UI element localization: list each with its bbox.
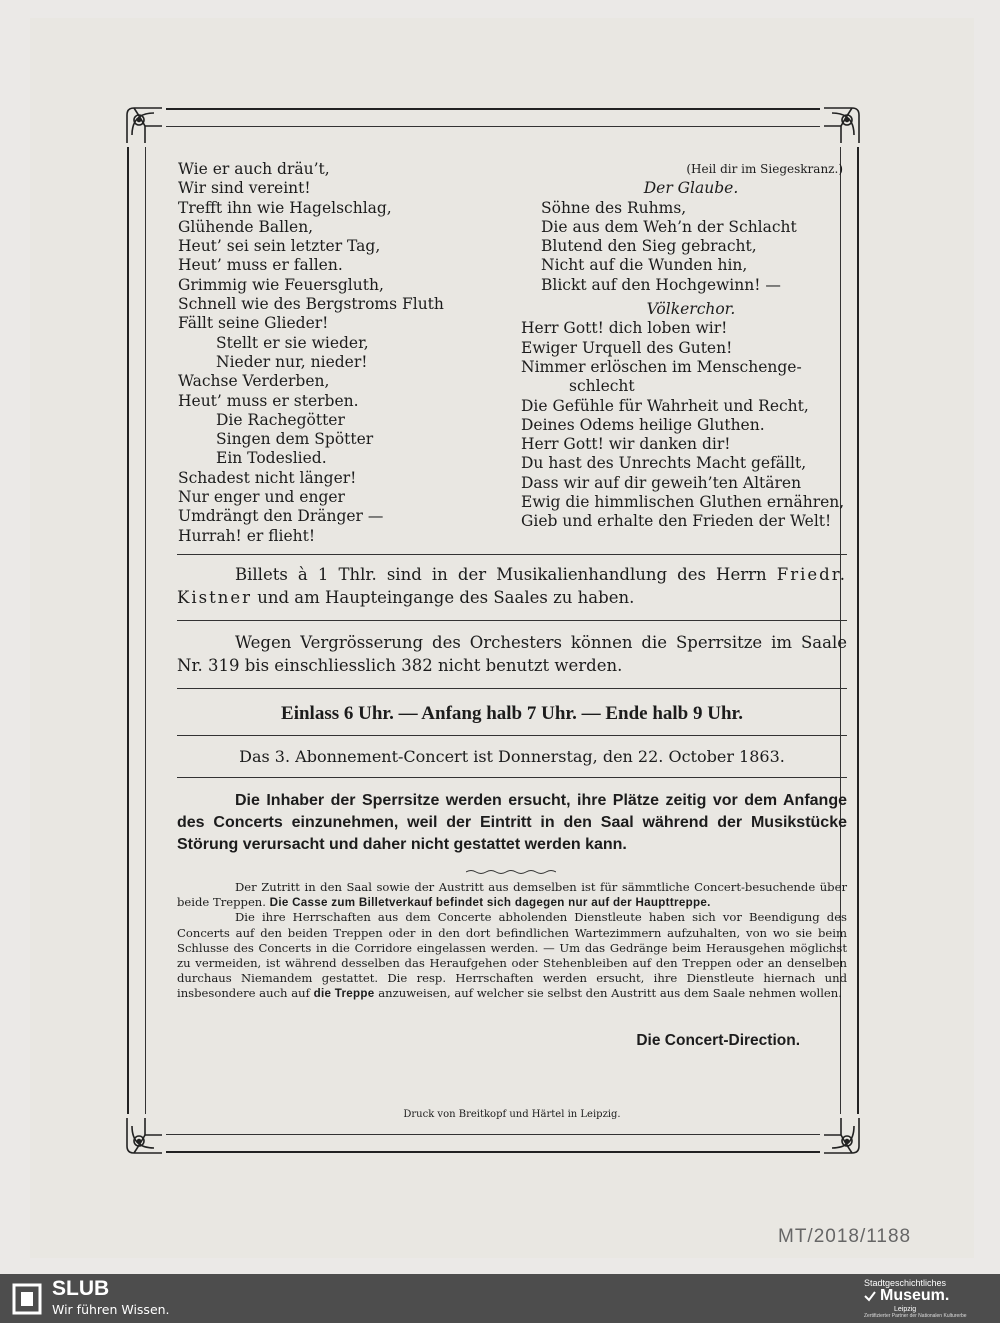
- divider: [177, 620, 847, 621]
- poem-line: Herr Gott! wir danken dir!: [521, 435, 731, 454]
- stanza-voelkerchor-rest: [521, 397, 851, 532]
- poem-line: Die aus dem Weh’n der Schlacht: [541, 217, 797, 236]
- corner-ornament: [122, 1114, 166, 1158]
- printer-imprint: Druck von Breitkopf und Härtel in Leipzig.: [403, 1109, 621, 1120]
- divider: [177, 688, 847, 689]
- small-print-text: Die ihre Herrschaften aus dem Concerte abholenden Dienstleute haben sich vor Beendigung des Concerts auf den beiden Treppen oder in den dort befindlichen Wartezimmern aufzuhalten, von wo sie beim Schlusse des Concerts in die Corridore eingelassen werden. — Um das Gedränge beim Herausgehen möglichst zu vermeiden, ist während desselben das Heraufgehen oder Stehenbleiben auf den Treppen oder an denselben durchaus Niemandem gestattet. Die resp. Herrschaften werden ersucht, ihre Dienstleute hiernach und insbesondere auch auf: [177, 910, 847, 1001]
- seat-notice: Die Inhaber der Sperrsitze werden ersucht, ihre Plätze zeitig vor dem Anfange des Concerts einzunehmen, weil der Eintritt in den Saal während der Musikstücke Störung verursacht und daher nicht gestattet werden kann.: [177, 792, 847, 853]
- archive-number: MT/2018/1188: [778, 1226, 912, 1247]
- poem-line: Nieder nur, nieder!: [216, 352, 368, 371]
- small-print-bold: Die Casse zum Billetverkauf befindet sich dagegen nur auf der Haupttreppe.: [269, 896, 711, 910]
- poem-line: Grimmig wie Feuersgluth,: [178, 275, 384, 294]
- poem-line: Fällt seine Glieder!: [178, 314, 329, 333]
- signature: Die Concert-Direction.: [636, 1032, 800, 1049]
- corner-ornament: [820, 1114, 864, 1158]
- library-name[interactable]: SLUB: [52, 1277, 110, 1300]
- ticket-text-end: und am Haupteingange des Saales zu haben.: [257, 588, 635, 607]
- poem-line: Du hast des Unrechts Macht gefällt,: [521, 454, 807, 473]
- ticket-text: Billets à 1 Thlr. sind in der Musikalienhandlung des Herrn: [235, 565, 767, 584]
- ticket-vendor: Friedr. Kistner: [177, 565, 848, 607]
- museum-line-2: Museum.: [880, 1287, 950, 1304]
- poem-line: Gieb und erhalte den Frieden der Welt!: [521, 512, 832, 531]
- poem-line: Dass wir auf dir geweih’ten Altären: [521, 473, 802, 492]
- poem-line: Wir sind vereint!: [178, 179, 311, 198]
- corner-ornament: [122, 103, 166, 147]
- poem-line: Schadest nicht länger!: [178, 468, 357, 487]
- tune-note: (Heil dir im Siegeskranz.): [686, 162, 843, 176]
- poem-line: Ewiger Urquell des Guten!: [521, 338, 733, 357]
- stanza-der-glaube: [521, 199, 851, 295]
- footer-bar: [0, 1274, 1000, 1323]
- poem-line: Heut’ muss er sterben.: [178, 391, 359, 410]
- slub-logo-icon[interactable]: [12, 1283, 42, 1315]
- poem-line: Wachse Verderben,: [178, 372, 330, 391]
- small-print-bold: die Treppe: [313, 987, 375, 1001]
- small-print: [177, 880, 847, 1002]
- poem-line: schlecht: [569, 377, 635, 396]
- poem-line: Trefft ihn wie Hagelschlag,: [178, 198, 392, 217]
- poem-line: Blutend den Sieg gebracht,: [541, 237, 757, 256]
- museum-line-4: Zertifizierter Partner der Nationalen Kulturerbe: [864, 1313, 967, 1319]
- heading-voelkerchor: Völkerchor.: [646, 300, 736, 319]
- divider: [177, 554, 847, 555]
- small-print-text: Der Zutritt in den Saal sowie der Austritt aus demselben ist für sämmtliche Concert-besuchende über beide Treppen.: [177, 880, 847, 910]
- poem-line: Schnell wie des Bergstroms Fluth: [178, 295, 444, 314]
- poem-line: Stellt er sie wieder,: [216, 333, 369, 352]
- divider: [177, 735, 847, 736]
- poem-line: Nur enger und enger: [178, 488, 345, 507]
- poem-line: Hurrah! er flieht!: [178, 526, 316, 545]
- ornamental-divider: [466, 869, 556, 875]
- heading-der-glaube: Der Glaube.: [643, 179, 739, 198]
- small-print-para-1: [177, 880, 847, 910]
- museum-line-3: Leipzig: [894, 1306, 917, 1313]
- poem-line: Söhne des Ruhms,: [541, 198, 687, 217]
- library-tagline: Wir führen Wissen.: [52, 1302, 170, 1317]
- poem-line: Wie er auch dräu’t,: [178, 160, 330, 178]
- poem-line: Herr Gott! dich loben wir!: [521, 319, 728, 338]
- poem-line: Ewig die himmlischen Gluthen ernähren,: [521, 493, 845, 512]
- poem-line: Ein Todeslied.: [216, 449, 327, 468]
- corner-ornament: [820, 103, 864, 147]
- poem-line: Die Gefühle für Wahrheit und Recht,: [521, 396, 809, 415]
- poem-line: Singen dem Spötter: [216, 430, 374, 449]
- ticket-info: [177, 563, 847, 609]
- checkmark-icon: [864, 1290, 876, 1302]
- next-concert-date: Das 3. Abonnement-Concert ist Donnerstag, den 22. October 1863.: [239, 747, 785, 766]
- small-print-text-end: anzuweisen, auf welcher sie selbst den Austritt aus dem Saale nehmen wollen.: [378, 986, 842, 1001]
- poem-left-column: [178, 160, 444, 546]
- stanza-voelkerchor: [521, 319, 851, 377]
- poem-line: Heut’ muss er fallen.: [178, 256, 343, 275]
- poem-line: Nicht auf die Wunden hin,: [541, 256, 748, 275]
- poem-line: Deines Odems heilige Gluthen.: [521, 415, 765, 434]
- poem-line: Die Rachegötter: [216, 410, 345, 429]
- poem-line: Nimmer erlöschen im Menschenge-: [521, 357, 802, 376]
- poem-right-column: [521, 160, 851, 532]
- orchestra-notice: Wegen Vergrösserung des Orchesters können die Sperrsitze im Saale Nr. 319 bis einschliesslich 382 nicht benutzt werden.: [177, 633, 847, 675]
- poem-line: Blickt auf den Hochgewinn! —: [541, 275, 781, 294]
- divider: [177, 777, 847, 778]
- concert-times: Einlass 6 Uhr. — Anfang halb 7 Uhr. — Ende halb 9 Uhr.: [281, 703, 743, 724]
- poem-line: Umdrängt den Dränger —: [178, 507, 384, 526]
- museum-line-1: Stadtgeschichtliches: [864, 1278, 947, 1288]
- poem-line: Glühende Ballen,: [178, 217, 314, 236]
- museum-logo[interactable]: [864, 1278, 994, 1320]
- small-print-para-2: [177, 910, 847, 1001]
- poem-line: Heut’ sei sein letzter Tag,: [178, 237, 381, 256]
